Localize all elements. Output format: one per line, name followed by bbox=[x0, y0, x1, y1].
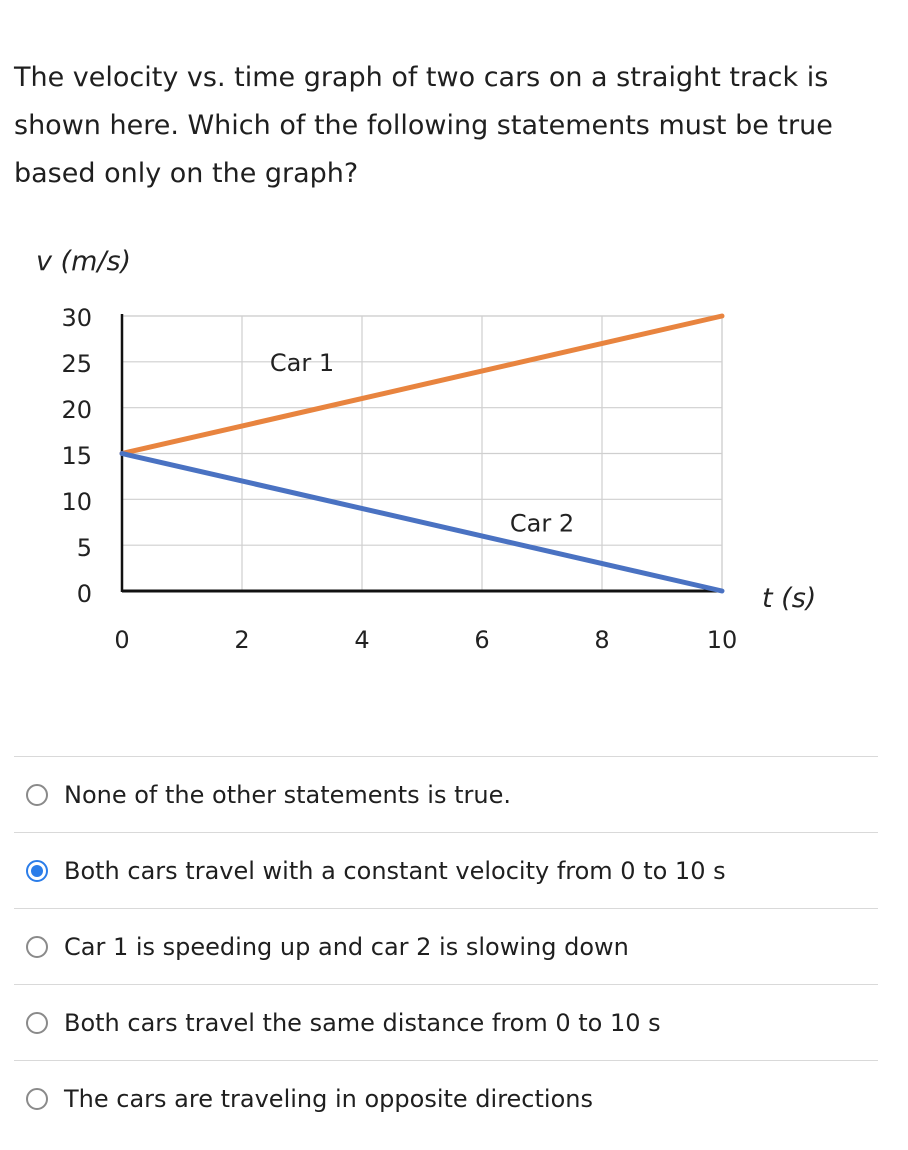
x-tick-label: 0 bbox=[114, 626, 130, 654]
option-constant-velocity[interactable] bbox=[14, 832, 878, 908]
radio-button[interactable] bbox=[26, 784, 48, 806]
option-label: Both cars travel with a constant velocity from 0 to 10 s bbox=[64, 856, 726, 885]
y-tick-label: 30 bbox=[61, 304, 92, 332]
x-tick-label: 8 bbox=[594, 626, 610, 654]
option-label: The cars are traveling in opposite directions bbox=[64, 1084, 593, 1113]
option-label: Car 1 is speeding up and car 2 is slowing down bbox=[64, 932, 629, 961]
series-label-car-1: Car 1 bbox=[269, 348, 335, 377]
x-tick-label: 4 bbox=[354, 626, 370, 654]
y-tick-label: 15 bbox=[61, 442, 92, 470]
y-axis-label: v (m/s) bbox=[36, 246, 132, 277]
x-axis-label: t (s) bbox=[762, 583, 817, 614]
velocity-time-chart bbox=[0, 230, 908, 670]
x-tick-label: 10 bbox=[706, 626, 738, 654]
radio-button[interactable] bbox=[26, 936, 48, 958]
option-same-distance[interactable] bbox=[14, 984, 878, 1060]
radio-button[interactable] bbox=[26, 1012, 48, 1034]
x-tick-label: 6 bbox=[474, 626, 490, 654]
y-tick-label: 20 bbox=[61, 396, 92, 424]
y-tick-label: 0 bbox=[76, 580, 92, 608]
radio-button[interactable] bbox=[26, 1088, 48, 1110]
radio-button[interactable] bbox=[26, 860, 48, 882]
option-speeding-slowing[interactable] bbox=[14, 908, 878, 984]
question-text: The velocity vs. time graph of two cars on a straight track is shown here. Which of the following statements must be true based only on the graph? bbox=[14, 62, 833, 189]
series-label-car-2: Car 2 bbox=[509, 509, 575, 538]
y-tick-label: 25 bbox=[61, 350, 92, 378]
option-label: None of the other statements is true. bbox=[64, 780, 511, 809]
y-tick-label: 10 bbox=[61, 488, 92, 516]
y-tick-label: 5 bbox=[76, 534, 92, 562]
answer-options bbox=[14, 756, 878, 1136]
option-label: Both cars travel the same distance from 0 to 10 s bbox=[64, 1008, 661, 1037]
option-opposite-directions[interactable] bbox=[14, 1060, 878, 1136]
option-none-true[interactable] bbox=[14, 756, 878, 832]
x-tick-label: 2 bbox=[234, 626, 250, 654]
chart-grid bbox=[122, 316, 722, 591]
